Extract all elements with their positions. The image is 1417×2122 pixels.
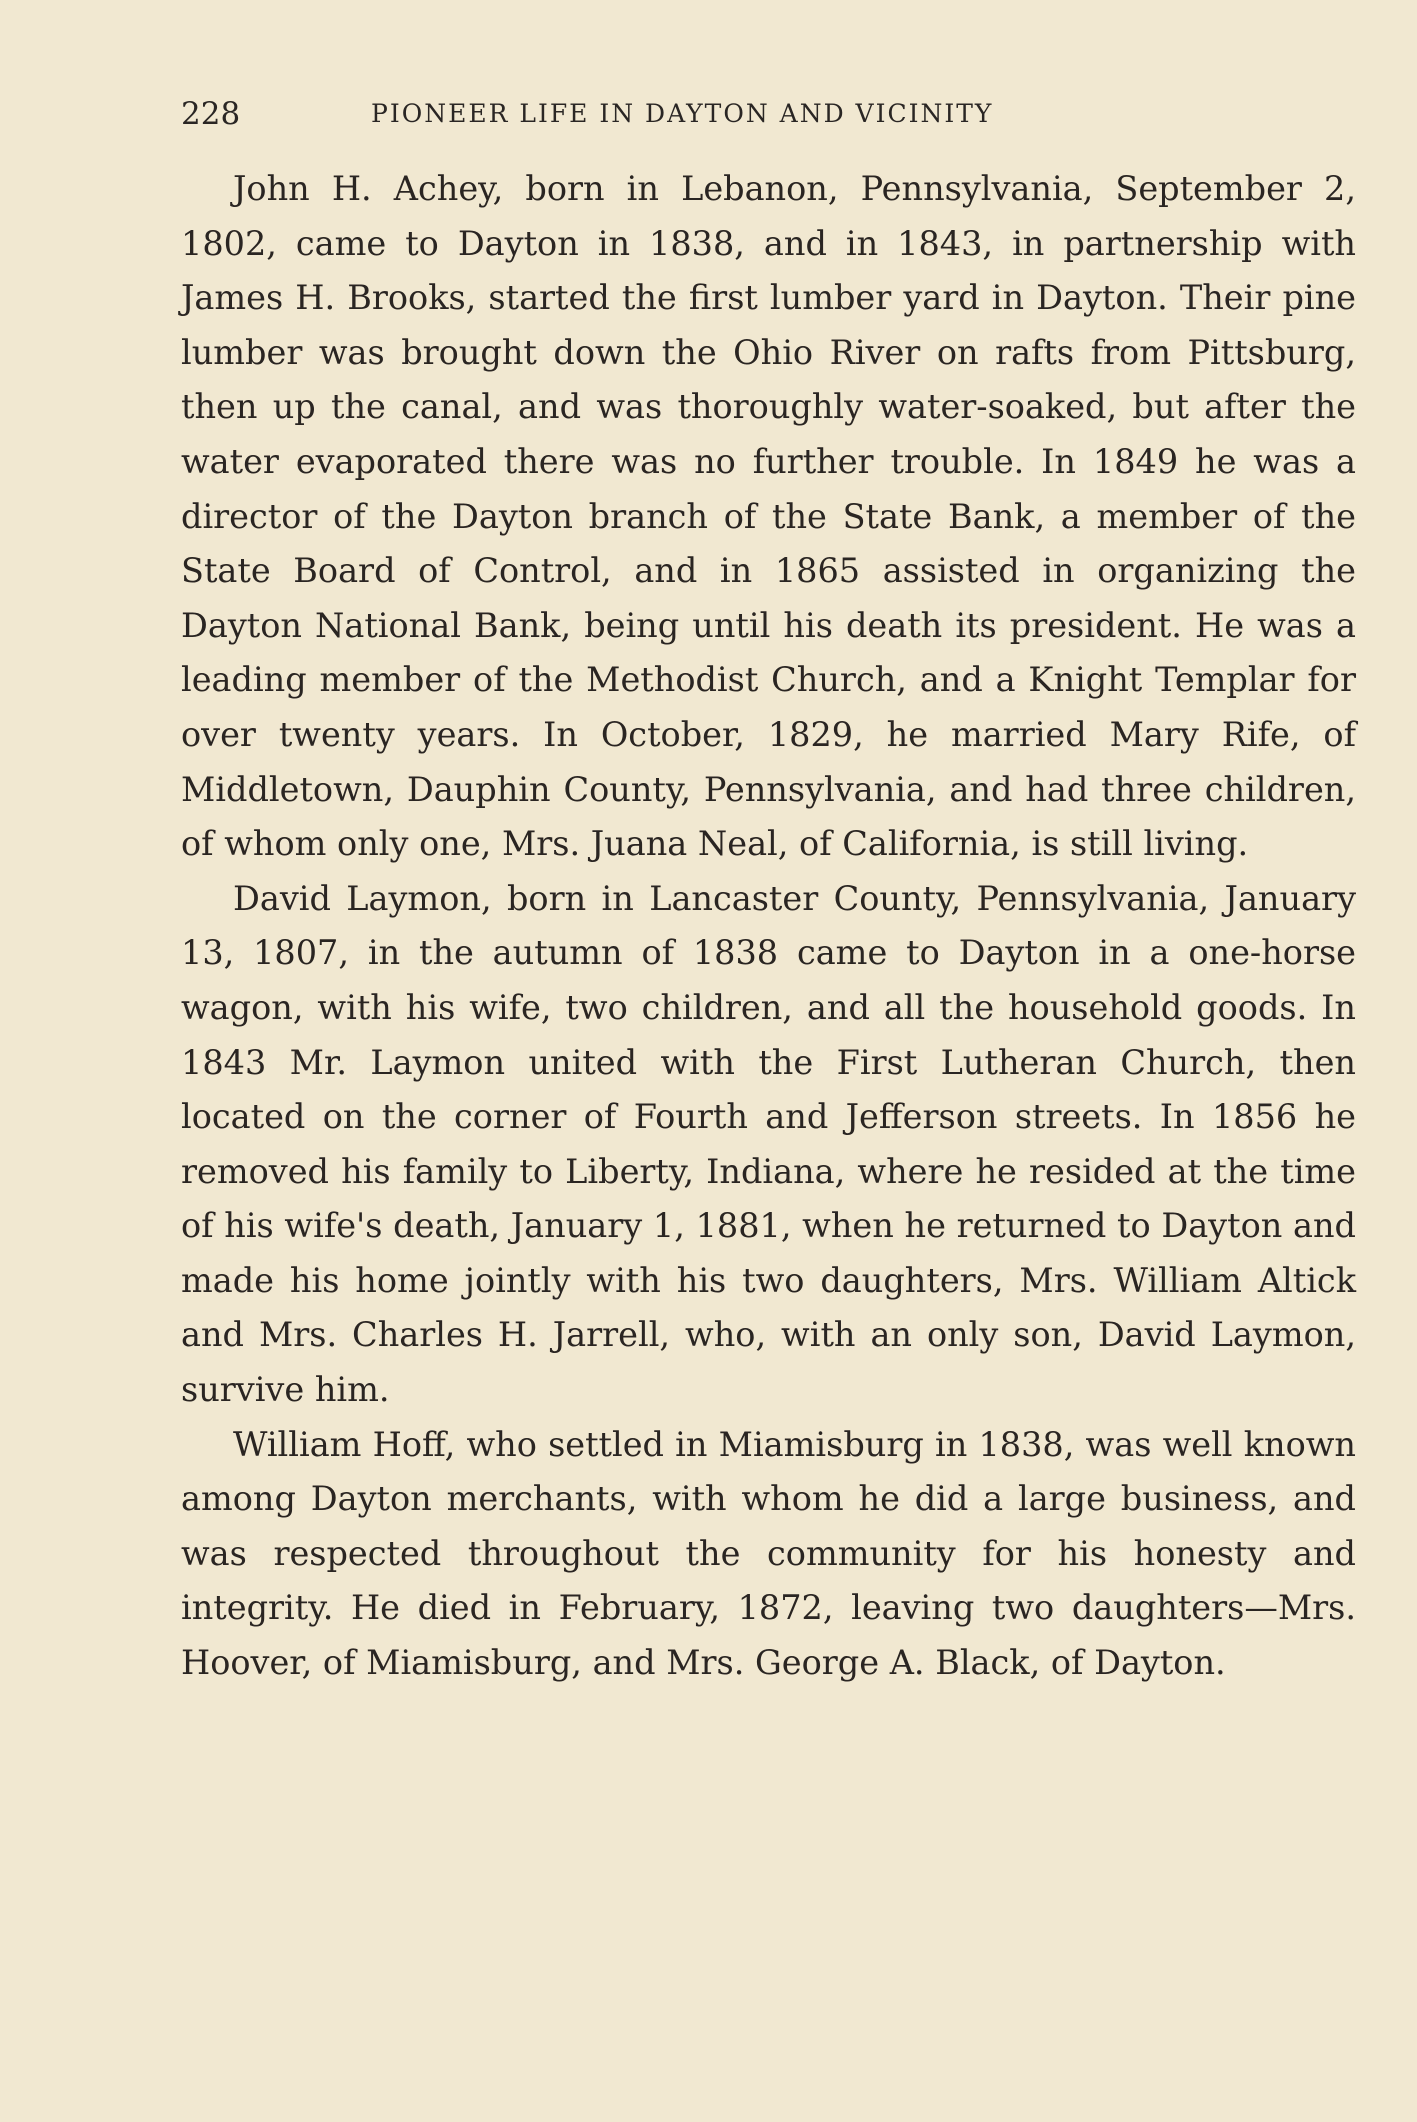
paragraph-hoff: William Hoff, who settled in Miamisburg in 1838, was well known among Dayton merchants, with whom he did a large business, and was respected throughout the community for his honesty and integrity. He died in February, 1872, leaving two daughters—Mrs. Hoover, of Miamisburg, and Mrs. George A. Black, of Dayton. (181, 1424, 1356, 1683)
paragraph-achey: John H. Achey, born in Lebanon, Pennsylvania, September 2, 1802, came to Dayton in 1838, and in 1843, in partnership with James H. Brooks, started the first lumber yard in Dayton. Their pine lumber was brought down the Ohio River on rafts from Pittsburg, then up the canal, and was thoroughly water-soaked, but after the water evaporated there was no further trouble. In 1849 he was a director of the Dayton branch of the State Bank, a member of the State Board of Control, and in 1865 assisted in organizing the Dayton National Bank, being until his death its president. He was a leading member of the Methodist Church, and a Knight Templar for over twenty years. In October, 1829, he married Mary Rife, of Middletown, Dauphin County, Pennsylvania, and had three children, of whom only one, Mrs. Juana Neal, of California, is still living. (181, 169, 1356, 864)
page-header (181, 92, 1361, 136)
paragraph-laymon: David Laymon, born in Lancaster County, Pennsylvania, January 13, 1807, in the autumn of 1838 came to Dayton in a one-horse wagon, with his wife, two children, and all the household goods. In 1843 Mr. Laymon united with the First Lutheran Church, then located on the corner of Fourth and Jefferson streets. In 1856 he removed his family to Liberty, Indiana, where he resided at the time of his wife's death, January 1, 1881, when he returned to Dayton and made his home jointly with his two daughters, Mrs. William Altick and Mrs. Charles H. Jarrell, who, with an only son, David Laymon, survive him. (181, 878, 1356, 1410)
running-title: PIONEER LIFE IN DAYTON AND VICINITY (371, 99, 994, 128)
page-number: 228 (181, 96, 241, 132)
body-text (181, 162, 1356, 1691)
